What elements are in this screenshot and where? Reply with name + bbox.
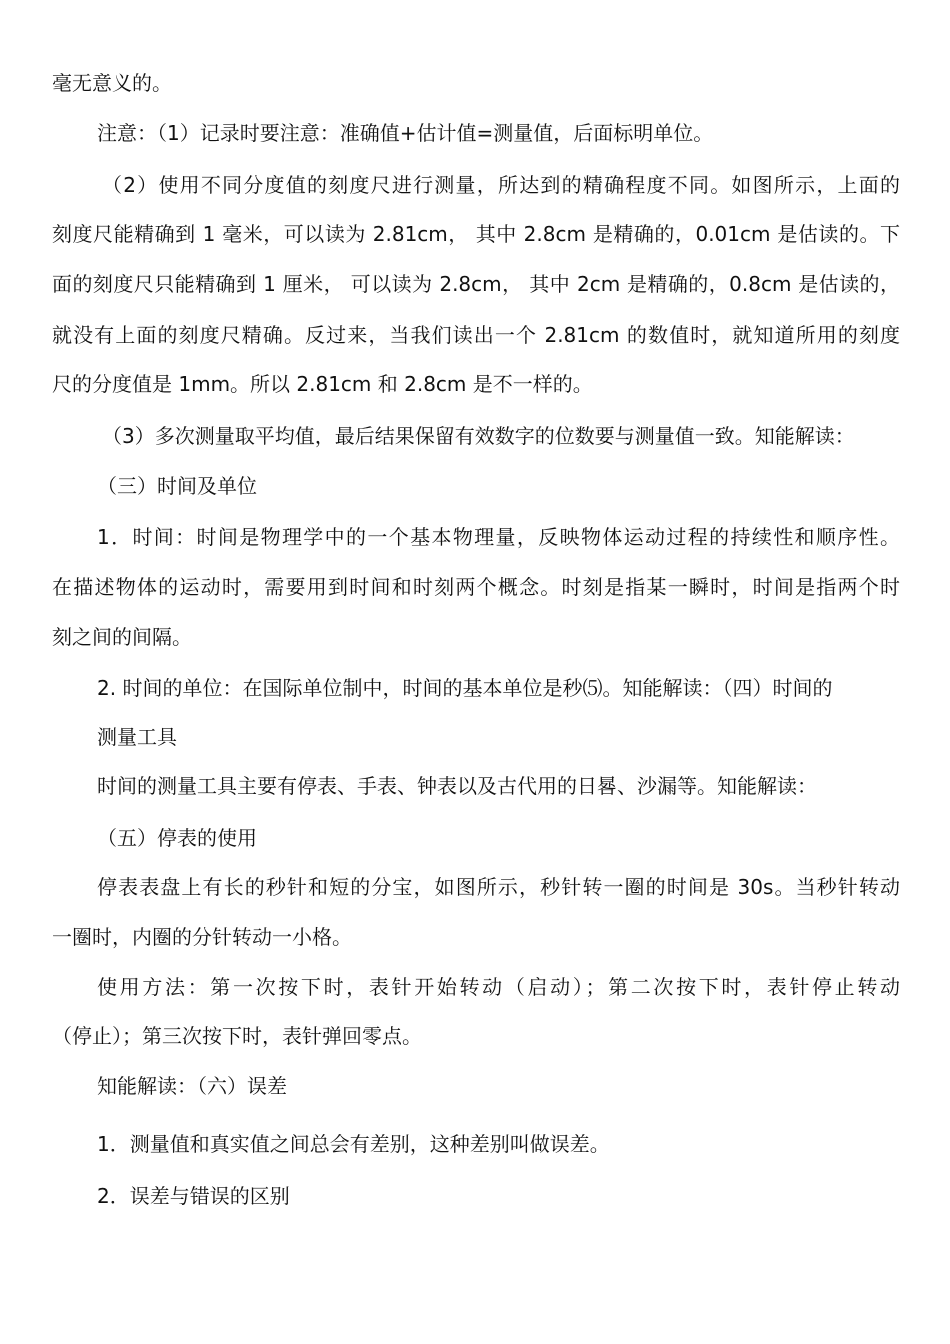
paragraph-line: 时间的测量工具主要有停表、手表、钟表以及古代用的日晷、沙漏等。知能解读：	[97, 774, 817, 798]
paragraph-line: （2）使用不同分度值的刻度尺进行测量，所达到的精确程度不同。如图所示，上面的	[102, 173, 900, 197]
paragraph-line: 刻度尺能精确到 1 毫米，可以读为 2.81cm， 其中 2.8cm 是精确的，0.01cm 是估读的。下	[52, 222, 900, 246]
paragraph-line: 一圈时，内圈的分针转动一小格。	[52, 925, 352, 949]
paragraph-line: 在描述物体的运动时，需要用到时间和时刻两个概念。时刻是指某一瞬时，时间是指两个时	[52, 575, 900, 599]
paragraph-line: （停止）；第三次按下时，表针弹回零点。	[52, 1024, 422, 1048]
paragraph-line: 1．测量值和真实值之间总会有差别，这种差别叫做误差。	[97, 1132, 610, 1156]
section-heading: （三）时间及单位	[97, 474, 257, 498]
paragraph-line: （3）多次测量取平均值，最后结果保留有效数字的位数要与测量值一致。知能解读：	[102, 424, 855, 448]
paragraph-line: 就没有上面的刻度尺精确。反过来，当我们读出一个 2.81cm 的数值时，就知道所用的刻度	[52, 323, 900, 347]
paragraph-line: 停表表盘上有长的秒针和短的分宝，如图所示，秒针转一圈的时间是 30s。当秒针转动	[97, 875, 900, 899]
section-heading: （五）停表的使用	[97, 826, 257, 850]
paragraph-line: 测量工具	[97, 725, 177, 749]
paragraph-line: 2．误差与错误的区别	[97, 1184, 290, 1208]
paragraph-line: 使用方法：第一次按下时，表针开始转动（启动）；第二次按下时，表针停止转动	[97, 975, 900, 999]
paragraph-line: 面的刻度尺只能精确到 1 厘米， 可以读为 2.8cm， 其中 2cm 是精确的，0.8cm 是估读的，	[52, 272, 900, 296]
paragraph-line: 1．时间：时间是物理学中的一个基本物理量，反映物体运动过程的持续性和顺序性。	[97, 525, 900, 549]
paragraph-line: 刻之间的间隔。	[52, 625, 192, 649]
paragraph-line: 毫无意义的。	[52, 71, 172, 95]
paragraph-line: 注意：（1）记录时要注意：准确值+估计值=测量值，后面标明单位。	[97, 121, 714, 145]
paragraph-line: 知能解读：（六）误差	[97, 1074, 287, 1098]
paragraph-line: 尺的分度值是 1mm。所以 2.81cm 和 2.8cm 是不一样的。	[52, 372, 593, 396]
paragraph-line: 2. 时间的单位：在国际单位制中，时间的基本单位是秒⑸。知能解读：（四）时间的	[97, 676, 833, 700]
